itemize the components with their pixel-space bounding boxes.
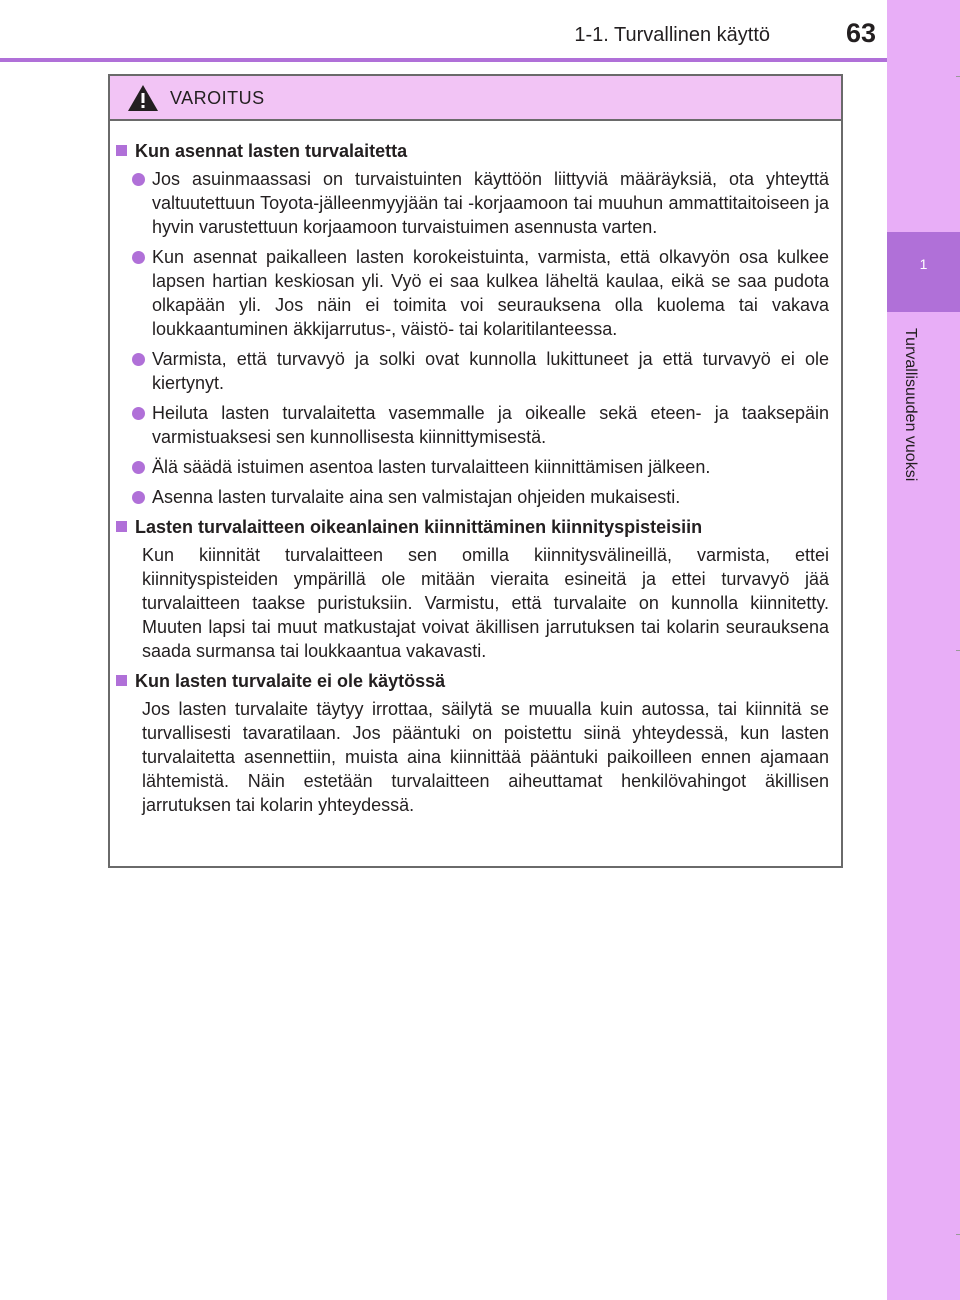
section-paragraph: Kun kiinnität turvalaitteen sen omilla kiinnitysvälineillä, varmista, ettei kiinnityspisteiden ympärillä ole mitään vieraita esineitä ja ettei turvavyö jää turvalaitteen taakse puristuksiin. Varmistu, että turvalaite on kunnolla kiinnitetty. Muuten lapsi tai muut matkustajat voivat äkillisen jarrutuksen tai kolarin seurauksena saada surmansa tai loukkaantua vakavasti. xyxy=(142,545,829,661)
section-heading-text: Lasten turvalaitteen oikeanlainen kiinnittäminen kiinnityspisteisiin xyxy=(135,517,703,537)
bullet-item xyxy=(132,401,829,449)
warning-triangle-icon xyxy=(127,84,159,112)
header-rule xyxy=(0,58,887,62)
bullet-text: Kun asennat paikalleen lasten korokeistuinta, varmista, että olkavyön osa kulkee lapsen hartian keskiosan yli. Vyö ei saa kulkea läheltä kaulaa, eikä se saa pudota olkapään yli. Jos näin ei toimita voi seurauksena olla kuolema tai vakava loukkaantuminen äkkijarrutus-, väistö- tai kolaritilanteessa. xyxy=(152,247,829,339)
bullet-text: Älä säädä istuimen asentoa lasten turvalaitteen kiinnittämisen jälkeen. xyxy=(152,457,711,477)
bullet-text: Varmista, että turvavyö ja solki ovat kunnolla lukittuneet ja että turvavyö ei ole kiertynyt. xyxy=(152,349,829,393)
round-bullet-icon xyxy=(132,491,145,504)
side-tab xyxy=(887,0,960,1300)
round-bullet-icon xyxy=(132,353,145,366)
margin-tick xyxy=(956,76,960,77)
warning-header xyxy=(110,76,841,121)
bullet-text: Asenna lasten turvalaite aina sen valmistajan ohjeiden mukaisesti. xyxy=(152,487,681,507)
chapter-box xyxy=(887,232,960,312)
square-bullet-icon xyxy=(116,675,127,686)
bullet-item xyxy=(132,167,829,239)
square-bullet-icon xyxy=(116,521,127,532)
margin-tick xyxy=(956,650,960,651)
round-bullet-icon xyxy=(132,407,145,420)
bullet-item xyxy=(132,455,829,479)
bullet-item xyxy=(132,245,829,341)
section-heading xyxy=(116,515,835,539)
round-bullet-icon xyxy=(132,251,145,264)
round-bullet-icon xyxy=(132,461,145,474)
bullet-item xyxy=(132,347,829,395)
warning-body xyxy=(110,121,841,817)
margin-tick xyxy=(956,1234,960,1235)
section-heading-text: Kun asennat lasten turvalaitetta xyxy=(135,141,408,161)
bullet-text: Jos asuinmaassasi on turvaistuinten käyttöön liittyviä määräyksiä, ota yhteyttä valtuutettuun Toyota-jälleenmyyjään tai -korjaamoon tai muuhun ammattitaitoiseen ja hyvin varustettuun korjaamoon turvaistuimen asennusta varten. xyxy=(152,169,829,237)
square-bullet-icon xyxy=(116,145,127,156)
bullet-item xyxy=(132,485,829,509)
section-heading xyxy=(116,139,835,163)
chapter-title: Turvallisuuden vuoksi xyxy=(902,328,919,482)
bullet-text: Heiluta lasten turvalaitetta vasemmalle ja oikealle sekä eteen- ja taaksepäin varmistuaksesi sen kunnollisesta kiinnittymisestä. xyxy=(152,403,829,447)
section-title: 1-1. Turvallinen käyttö xyxy=(574,24,770,46)
page-number: 63 xyxy=(845,18,876,48)
round-bullet-icon xyxy=(132,173,145,186)
warning-box xyxy=(108,74,843,868)
warning-title: VAROITUS xyxy=(170,88,265,108)
chapter-number: 1 xyxy=(919,256,928,272)
section-heading xyxy=(116,669,835,693)
section-paragraph: Jos lasten turvalaite täytyy irrottaa, säilytä se muualla kuin autossa, tai kiinnitä se turvallisesti tavaratilaan. Jos pääntuki on poistettu siinä yhteydessä, kun lasten turvalaitetta asennettiin, muista aina kiinnittää pääntuki paikoilleen ennen ajamaan lähtemistä. Näin estetään turvalaitteen aiheuttamat henkilövahingot äkillisen jarrutuksen tai kolarin yhteydessä. xyxy=(142,699,829,815)
section-heading-text: Kun lasten turvalaite ei ole käytössä xyxy=(135,671,446,691)
